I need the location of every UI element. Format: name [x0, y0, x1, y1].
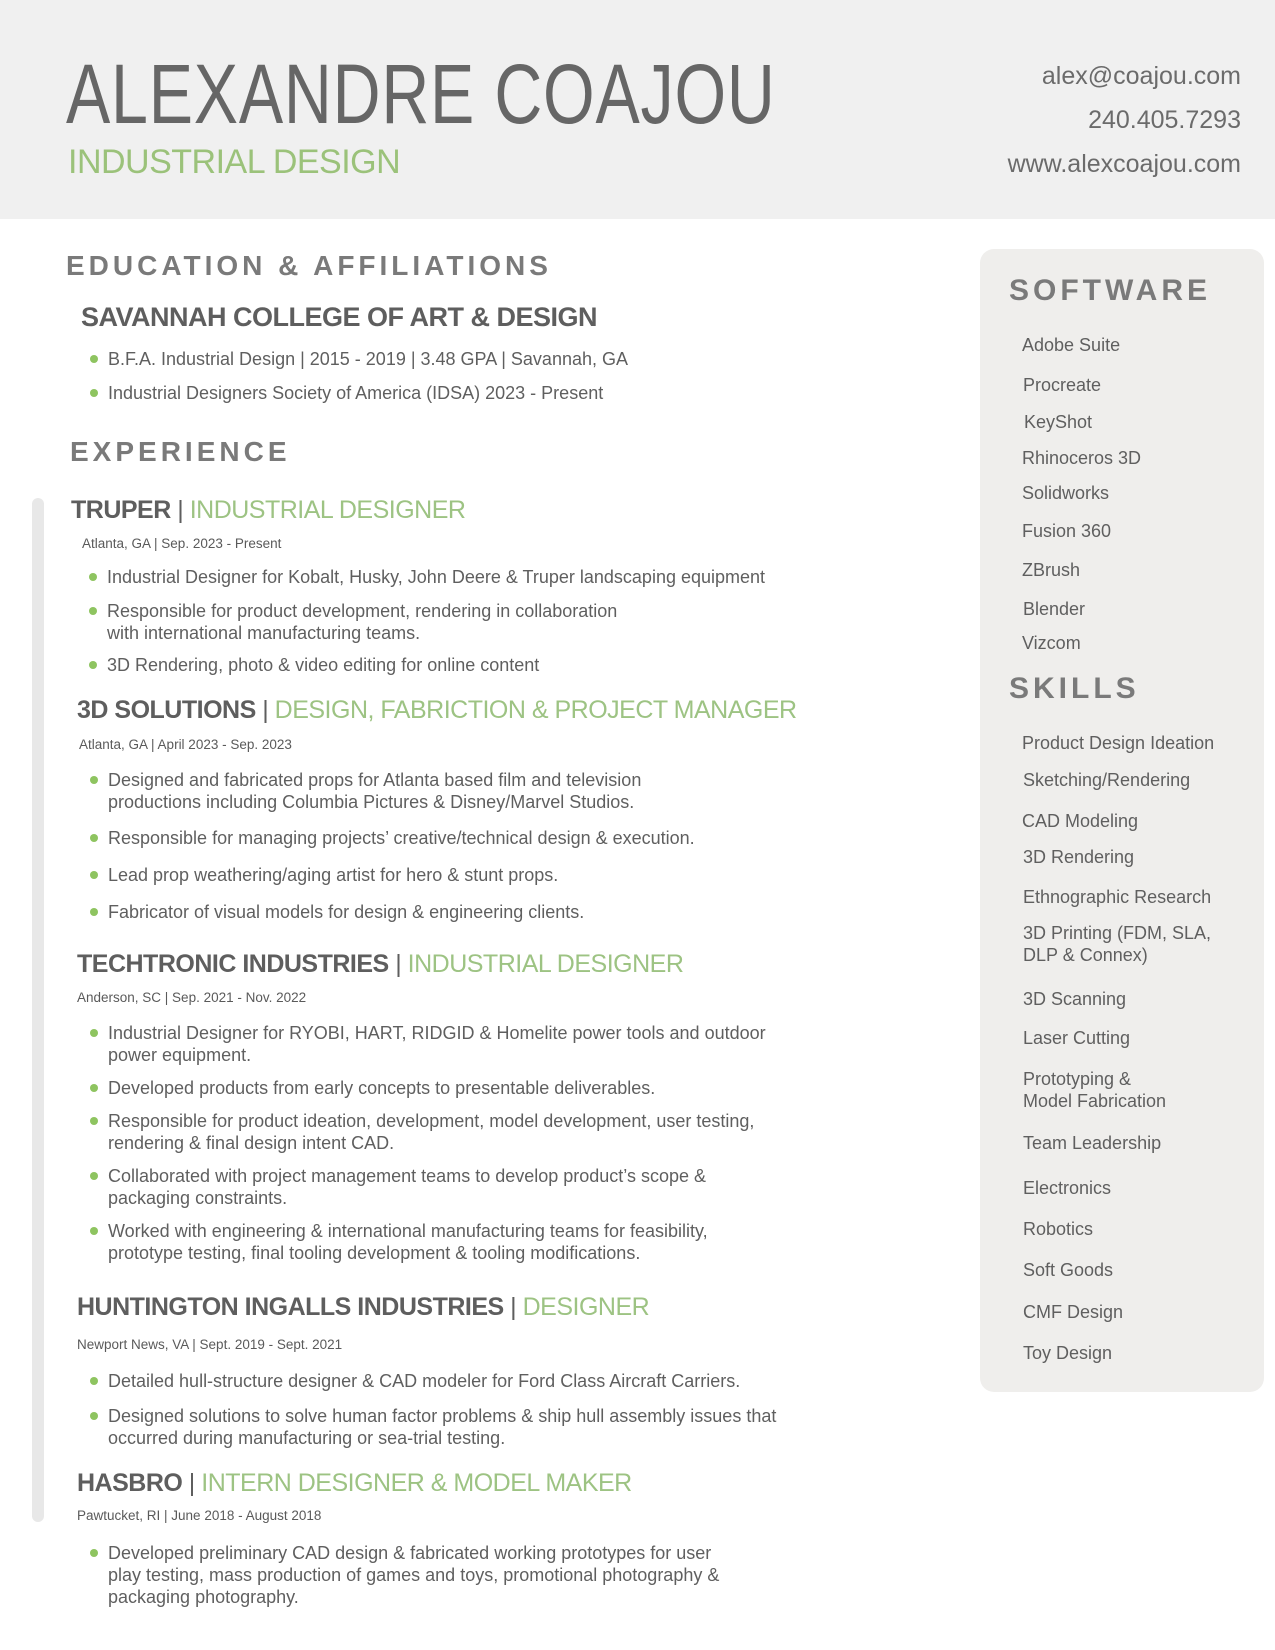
job-role: DESIGN, FABRICTION & PROJECT MANAGER	[274, 696, 797, 724]
skill-item: Ethnographic Research	[1023, 887, 1212, 907]
job-bullets	[108, 1022, 778, 1276]
title-separator: |	[177, 496, 184, 524]
job-meta: Newport News, VA | Sept. 2019 - Sept. 2021	[77, 1337, 343, 1352]
job-bullets	[108, 1542, 748, 1620]
job-bullets	[107, 566, 807, 688]
skill-item: 3D Rendering	[1023, 847, 1135, 867]
job-bullet: Industrial Designer for Kobalt, Husky, John Deere & Truper landscaping equipment	[107, 566, 807, 588]
job-bullets	[108, 769, 695, 935]
job-meta: Atlanta, GA | April 2023 - Sep. 2023	[79, 737, 292, 752]
software-item: Rhinoceros 3D	[1022, 448, 1142, 468]
job-bullet: Developed preliminary CAD design & fabricated working prototypes for user play testing, mass production of games and toys, promotional photography & packaging photography.	[108, 1542, 748, 1608]
job-bullet: Worked with engineering & international manufacturing teams for feasibility, prototype testing, final tooling development & tooling modifications.	[108, 1220, 778, 1264]
skill-item: 3D Scanning	[1023, 989, 1127, 1009]
email-link[interactable]: alex@coajou.com	[1041, 62, 1241, 90]
website-link[interactable]: www.alexcoajou.com	[1007, 150, 1241, 178]
job-bullet: Designed solutions to solve human factor problems & ship hull assembly issues that occurred during manufacturing or sea-trial testing.	[108, 1406, 777, 1448]
job-title-techtronic	[77, 950, 683, 979]
title-separator: |	[188, 1469, 195, 1497]
software-item: Blender	[1023, 599, 1086, 619]
software-item: Solidworks	[1022, 483, 1110, 503]
skill-item: Toy Design	[1023, 1343, 1113, 1363]
software-item: ZBrush	[1022, 560, 1081, 580]
job-bullet: Collaborated with project management teams to develop product’s scope & packaging constraints.	[108, 1165, 728, 1209]
job-bullet: Fabricator of visual models for design & engineering clients.	[108, 901, 678, 923]
sidebar-panel	[980, 249, 1264, 1392]
job-bullet: Developed products from early concepts to presentable deliverables.	[108, 1077, 778, 1099]
skill-item: Product Design Ideation	[1022, 733, 1215, 753]
discipline-title: INDUSTRIAL DESIGN	[68, 143, 401, 181]
company-name: HASBRO	[77, 1469, 183, 1497]
job-bullet: Responsible for product ideation, development, model development, user testing, rendering & final design intent CAD.	[108, 1110, 778, 1154]
skill-item: DLP & Connex)	[1023, 945, 1148, 965]
software-item: Vizcom	[1022, 633, 1081, 653]
skill-item: Soft Goods	[1023, 1260, 1114, 1280]
skill-item: Electronics	[1023, 1178, 1112, 1198]
skill-item: CMF Design	[1023, 1302, 1124, 1322]
company-name: HUNTINGTON INGALLS INDUSTRIES	[77, 1293, 504, 1321]
education-item: Industrial Designers Society of America (IDSA) 2023 - Present	[108, 382, 808, 404]
skill-item: Laser Cutting	[1023, 1028, 1131, 1048]
job-bullet: 3D Rendering, photo & video editing for online content	[107, 654, 807, 676]
candidate-name: ALEXANDRE COAJOU	[66, 47, 776, 141]
title-separator: |	[510, 1293, 517, 1321]
title-separator: |	[262, 696, 269, 724]
software-item: Procreate	[1023, 375, 1102, 395]
skill-item: Sketching/Rendering	[1023, 770, 1191, 790]
education-item: B.F.A. Industrial Design | 2015 - 2019 | 3.48 GPA | Savannah, GA	[108, 348, 808, 370]
job-meta: Pawtucket, RI | June 2018 - August 2018	[77, 1508, 322, 1523]
skill-item: Model Fabrication	[1023, 1091, 1167, 1111]
skills-heading: SKILLS	[1009, 672, 1140, 705]
job-bullets	[108, 1370, 778, 1461]
job-bullet: Designed and fabricated props for Atlanta based film and television productions including Columbia Pictures & Disney/Marvel Studios.	[108, 769, 678, 813]
phone-number: 240.405.7293	[1088, 106, 1241, 134]
software-item: Fusion 360	[1022, 521, 1112, 541]
header-band	[0, 0, 1275, 219]
company-name: 3D SOLUTIONS	[77, 696, 256, 724]
skill-item: 3D Printing (FDM, SLA,	[1023, 923, 1212, 943]
timeline-bar	[32, 498, 44, 1522]
company-name: TECHTRONIC INDUSTRIES	[77, 950, 389, 978]
education-list	[108, 348, 808, 416]
experience-heading: EXPERIENCE	[70, 436, 291, 467]
education-heading: EDUCATION & AFFILIATIONS	[66, 250, 552, 281]
job-title-hasbro	[77, 1469, 632, 1498]
job-role: DESIGNER	[522, 1293, 650, 1321]
job-role: INDUSTRIAL DESIGNER	[189, 496, 466, 524]
job-bullet: Lead prop weathering/aging artist for hero & stunt props.	[108, 864, 678, 886]
job-bullet: Responsible for managing projects’ creative/technical design & execution.	[108, 828, 695, 848]
job-bullet: Responsible for product development, rendering in collaboration with international manufacturing teams.	[107, 600, 647, 644]
job-title-huntington	[77, 1293, 649, 1322]
job-bullet: Detailed hull-structure designer & CAD modeler for Ford Class Aircraft Carriers.	[108, 1370, 778, 1392]
title-separator: |	[395, 950, 402, 978]
software-item: Adobe Suite	[1022, 335, 1121, 355]
skill-item: Team Leadership	[1023, 1133, 1162, 1153]
job-meta: Atlanta, GA | Sep. 2023 - Present	[82, 536, 282, 551]
contact-block	[1008, 54, 1241, 186]
software-item: KeyShot	[1024, 412, 1093, 432]
job-role: INDUSTRIAL DESIGNER	[407, 950, 684, 978]
skill-item: CAD Modeling	[1022, 811, 1139, 831]
software-heading: SOFTWARE	[1009, 274, 1211, 307]
school-name: SAVANNAH COLLEGE OF ART & DESIGN	[81, 302, 598, 332]
skill-item: Robotics	[1023, 1219, 1094, 1239]
job-title-truper	[71, 496, 465, 525]
skill-item: Prototyping &	[1023, 1069, 1132, 1089]
job-role: INTERN DESIGNER & MODEL MAKER	[201, 1469, 632, 1497]
company-name: TRUPER	[71, 496, 171, 524]
job-title-3d-solutions	[77, 696, 797, 725]
job-bullet: Industrial Designer for RYOBI, HART, RIDGID & Homelite power tools and outdoor power equipment.	[108, 1022, 778, 1066]
job-meta: Anderson, SC | Sep. 2021 - Nov. 2022	[77, 990, 307, 1005]
